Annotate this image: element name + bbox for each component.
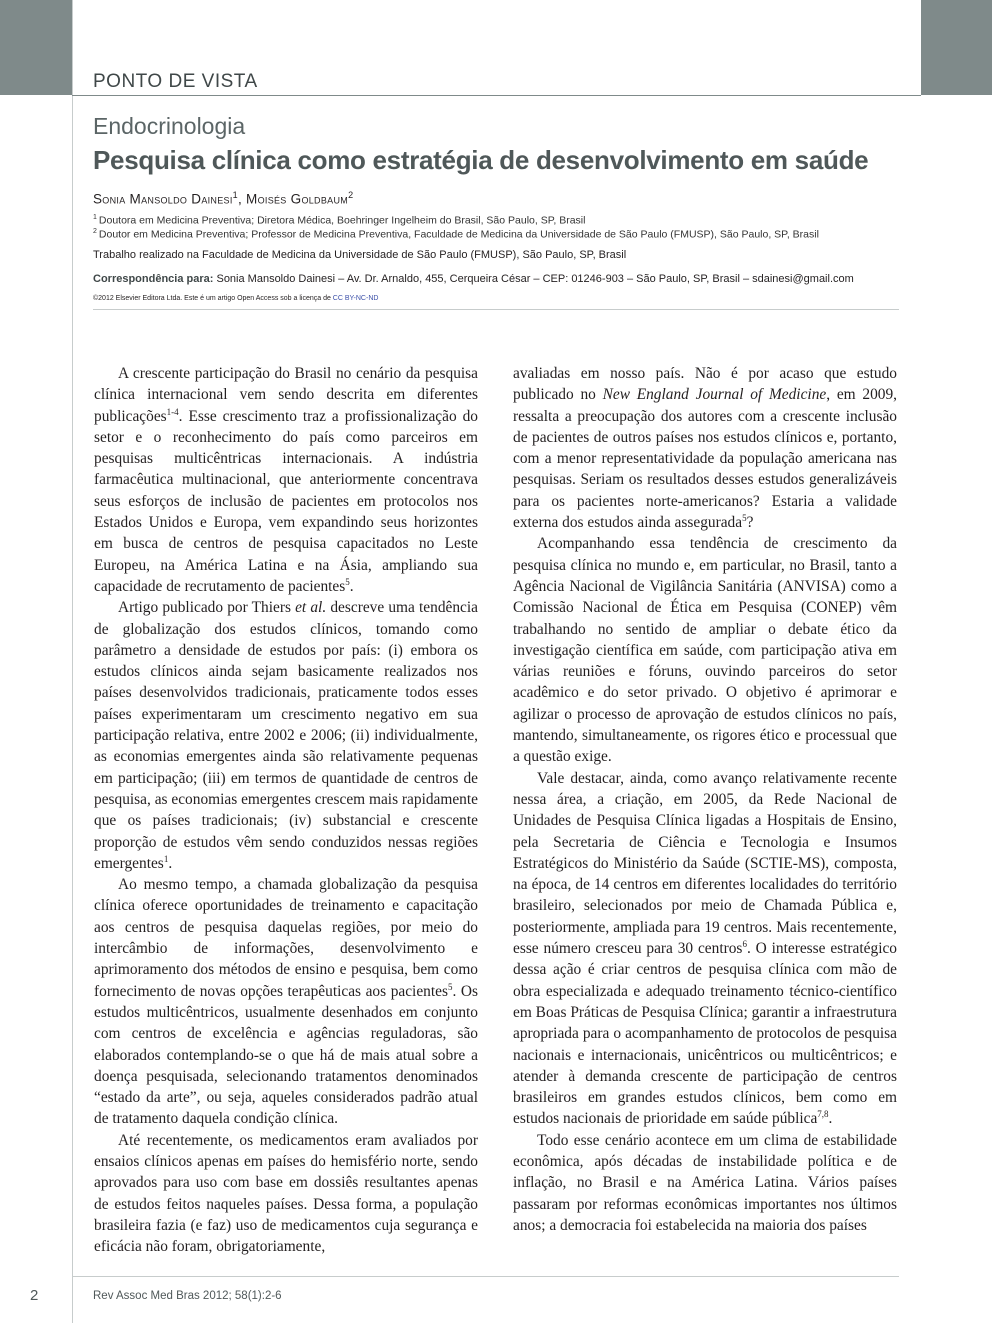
author-affil-ref: 1 bbox=[232, 190, 238, 200]
footer-divider bbox=[72, 1276, 899, 1277]
paragraph: Ao mesmo tempo, a chamada globalização da pesquisa clínica oferece oportunidades de treinamento e capacitação aos centros de pesquisa daquelas regiões, por meio do intercâmbio de informações, desenvolvimento e aprimoramento dos métodos de ensino e pesquisa, bem como fornecimento de novas opções terapêuticas aos pacientes$^5$. Os estudos multicêntricos, usualmente desenhados em conjunto com centros de excelência e agências reguladoras, são elaborados contemplando-se o que há de mais atual sobre a doença pesquisada, selecionando tratamentos denominados “estado da arte”, ou seja, aqueles considerados padrão atual de tratamento daquela condição clínica. bbox=[94, 876, 478, 1128]
paragraph: Artigo publicado por Thiers et al. descreve uma tendência de globalização dos estudos clínicos, tomando como parâmetro a densidade de estudos por país: (i) embora os estudos clínicos ainda sejam basicamente realizados nos países desenvolvidos tradicionais, praticamente todos esses países experimentaram um crescimento negativo em sua participação relativa, entre 2002 e 2006; (ii) individualmente, as economias emergentes ainda são relativamente pequenas em participação; (iii) em termos de quantidade de centros de pesquisa, as economias emergentes crescem mais rapidamente que os países tradicionais; (iv) substancial e crescente proporção de estudos vêm sendo conduzidos nessas regiões emergentes$^1$. bbox=[94, 599, 478, 872]
author-name: Moisés Goldbaum bbox=[246, 191, 349, 207]
journal-reference: Rev Assoc Med Bras 2012; 58(1):2-6 bbox=[93, 1290, 282, 1302]
affiliation-ref: 2 bbox=[93, 228, 97, 235]
affiliation bbox=[93, 228, 819, 241]
specialty-label: Endocrinologia bbox=[93, 113, 246, 139]
page-number: 2 bbox=[30, 1287, 39, 1304]
affiliation bbox=[93, 214, 585, 227]
citation: 5 bbox=[742, 512, 747, 523]
paragraph: Até recentemente, os medicamentos eram avaliados por ensaios clínicos apenas em países do hemisfério norte, sendo aprovados para uso com base em dossiês resultantes apenas de estudos feitos naqueles países. Dessa forma, a população brasileira fazia (e faz) uso de medicamentos cuja segurança e eficácia não foram, obrigatoriamente, bbox=[94, 1131, 478, 1256]
citation: 1-4 bbox=[166, 406, 179, 417]
copyright-text: ©2012 Elsevier Editora Ltda. bbox=[93, 295, 185, 302]
section-label: PONTO DE VISTA bbox=[93, 71, 258, 92]
citation: 5 bbox=[447, 981, 453, 992]
section-divider bbox=[72, 95, 921, 96]
margin-rule bbox=[72, 0, 73, 1323]
correspondence bbox=[93, 273, 854, 285]
body-column-right bbox=[513, 363, 897, 1236]
author-affil-ref: 2 bbox=[348, 190, 354, 200]
affiliation-text: Doutora em Medicina Preventiva; Diretora Médica, Boehringer Ingelheim do Brasil, São Paulo, SP, Brasil bbox=[98, 214, 586, 227]
author-separator: , bbox=[237, 191, 247, 207]
paragraph: avaliadas em nosso país. Não é por acaso que estudo publicado no New England Journal of Medicine, em 2009, ressalta a preocupação dos autores com a crescente inclusão de pacientes de outros países nos estudos clínicos e, portanto, com a menor representatividade da população americana nas pesquisas. Seriam os resultados desses estudos generalizáveis para os pacientes norte-americanos? Estaria a validade externa dos estudos ainda assegurada$^5$? bbox=[513, 365, 897, 532]
license-text: Este é um artigo Open Access sob a licença de bbox=[184, 295, 333, 302]
citation: 1 bbox=[163, 853, 169, 864]
header-corner-block-left bbox=[0, 0, 72, 95]
correspondence-label: Correspondência para: bbox=[93, 273, 214, 285]
author-name: Sonia Mansoldo Dainesi bbox=[93, 191, 233, 207]
affiliation-ref: 1 bbox=[93, 214, 97, 221]
citation: 7,8 bbox=[817, 1109, 829, 1120]
paragraph: Vale destacar, ainda, como avanço relativamente recente nessa área, a criação, em 2005, da Rede Nacional de Unidades de Pesquisa Clínica ligadas a Hospitais de Ensino, pela Secretaria de Ciência e Tecnologia e Insumos Estratégicos do Ministério da Saúde (SCTIE-MS), composta, na época, de 14 centros em diferentes localidades do território brasileiro, selecionados por meio de Chamada Pública e, posteriormente, ampliada para 19 centros. Mais recentemente, esse número cresceu para 30 centros$^6$. O interesse estratégico dessa ação é criar centros de pesquisa clínica com mão de obra especializada e adequado treinamento técnico-científico em Boas Práticas de Pesquisa Clínica; garantir a infraestrutura apropriada para o acompanhamento de protocolos de pesquisa nacionais e internacionais, unicêntricos ou multicêntricos; e atender à demanda crescente de participação de centros brasileiros em grandes estudos clínicos, bem como em estudos nacionais de prioridade em saúde pública$^{7,8}$. bbox=[513, 769, 897, 1128]
license-link[interactable]: CC BY-NC-ND bbox=[332, 295, 379, 302]
body-column-left bbox=[94, 363, 478, 1257]
paragraph: A crescente participação do Brasil no cenário da pesquisa clínica internacional vem sendo descrita em diferentes publicações$^{1-4}$. Esse crescimento traz a profissionalização do setor e o reconhecimento do país como parceiros em pesquisas multicêntricas internacionais. A indústria farmacêutica multinacional, que anteriormente concentrava seus esforços de inclusão de pacientes em protocolos nos Estados Unidos e Europa, vem expandindo seus horizontes em busca de centros de pesquisa capacitados no Leste Europeu, na América Latina e na Ásia, ampliando sua capacidade de recrutamento de pacientes$^5$. bbox=[94, 365, 478, 595]
affiliation-text: Doutor em Medicina Preventiva; Professor de Medicina Preventiva, Faculdade de Medicina da Universidade de São Paulo (FMUSP), São Paulo, SP, Brasil bbox=[98, 228, 819, 241]
author-list bbox=[93, 190, 353, 207]
paragraph: Acompanhando essa tendência de crescimento da pesquisa clínica no mundo e, em particular, no Brasil, tanto a Agência Nacional de Vigilância Sanitária (ANVISA) como a Comissão Nacional de Ética em Pesquisa (CONEP) vêm trabalhando no sentido de ampliar o debate ético da investigação científica em saúde, com participação ativa em várias reuniões e fóruns, ouvindo parceiros do setor acadêmico e do setor privado. O objetivo é aprimorar e agilizar o processo de aprovação de estudos clínicos no país, mantendo, simultaneamente, os rigores ético e processual que a questão exige. bbox=[513, 535, 897, 766]
citation: 6 bbox=[742, 938, 747, 949]
work-place-note: Trabalho realizado na Faculdade de Medicina da Universidade de São Paulo (FMUSP), São Paulo, SP, Brasil bbox=[93, 249, 627, 261]
copyright-line bbox=[93, 295, 378, 302]
correspondence-text: Sonia Mansoldo Dainesi – Av. Dr. Arnaldo, 455, Cerqueira César – CEP: 01246-903 – São Paulo, SP, Brasil – sdainesi@gmail.com bbox=[213, 273, 854, 285]
header-corner-block-right bbox=[921, 0, 992, 95]
paragraph: Todo esse cenário acontece em um clima de estabilidade econômica, após décadas de instabilidade política e de inflação, no Brasil e na América Latina. Vários países passaram por reformas econômicas importantes nos últimos anos; a democracia foi estabelecida na maioria dos países bbox=[513, 1131, 897, 1234]
meta-divider bbox=[93, 309, 899, 310]
article-title: Pesquisa clínica como estratégia de desenvolvimento em saúde bbox=[93, 145, 869, 175]
citation: 5 bbox=[345, 576, 350, 587]
